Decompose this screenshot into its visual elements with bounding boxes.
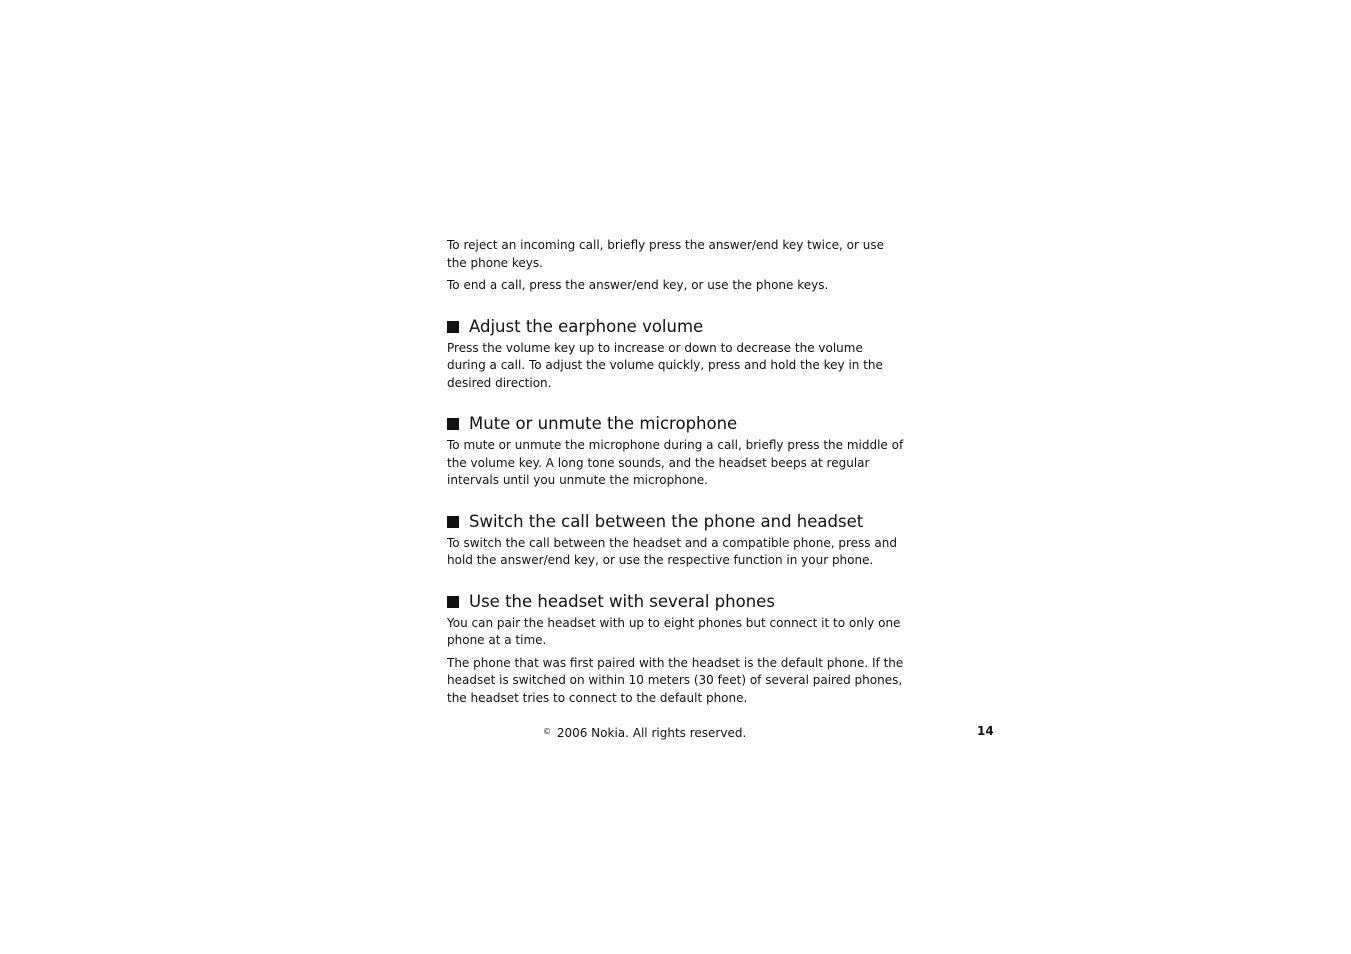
intro-paragraph-reject: To reject an incoming call, briefly press the answer/end key twice, or use the phone keys. <box>447 238 884 270</box>
section-title: Switch the call between the phone and headset <box>469 511 864 531</box>
copyright-symbol: © <box>543 727 551 736</box>
square-bullet-icon <box>447 321 459 333</box>
section-title: Adjust the earphone volume <box>469 316 704 336</box>
copyright-notice <box>543 723 746 742</box>
page-number: 14 <box>977 724 994 738</box>
section-heading <box>447 414 905 434</box>
section-paragraph: Press the volume key up to increase or down to decrease the volume during a call. To adjust the volume quickly, press and hold the key in the desired direction. <box>447 340 883 390</box>
section-title: Use the headset with several phones <box>469 591 775 611</box>
section-title: Mute or unmute the microphone <box>469 414 738 433</box>
section-mute-microphone <box>447 414 905 490</box>
section-paragraph: To mute or unmute the microphone during a call, briefly press the middle of the volume key. A long tone sounds, and the headset beeps at regular intervals until you unmute the microphone. <box>447 438 904 487</box>
intro-paragraph-end: To end a call, press the answer/end key, or use the phone keys. <box>447 278 829 292</box>
section-switch-call <box>447 512 905 570</box>
page-content <box>447 237 905 712</box>
section-heading <box>447 512 905 532</box>
square-bullet-icon <box>447 596 459 608</box>
section-several-phones <box>447 592 905 708</box>
section-paragraph: To switch the call between the headset and a compatible phone, press and hold the answer/end key, or use the respective function in your phone. <box>447 535 897 567</box>
square-bullet-icon <box>447 418 459 430</box>
section-heading <box>447 317 905 337</box>
square-bullet-icon <box>447 516 459 528</box>
section-paragraph: The phone that was first paired with the headset is the default phone. If the headset is switched on within 10 meters (30 feet) of several paired phones, the headset tries to connect to the default phone. <box>447 655 904 705</box>
section-paragraph: You can pair the headset with up to eight phones but connect it to only one phone at a time. <box>447 615 901 647</box>
section-earphone-volume <box>447 317 905 393</box>
section-heading <box>447 592 905 612</box>
copyright-text: 2006 Nokia. All rights reserved. <box>556 726 747 740</box>
